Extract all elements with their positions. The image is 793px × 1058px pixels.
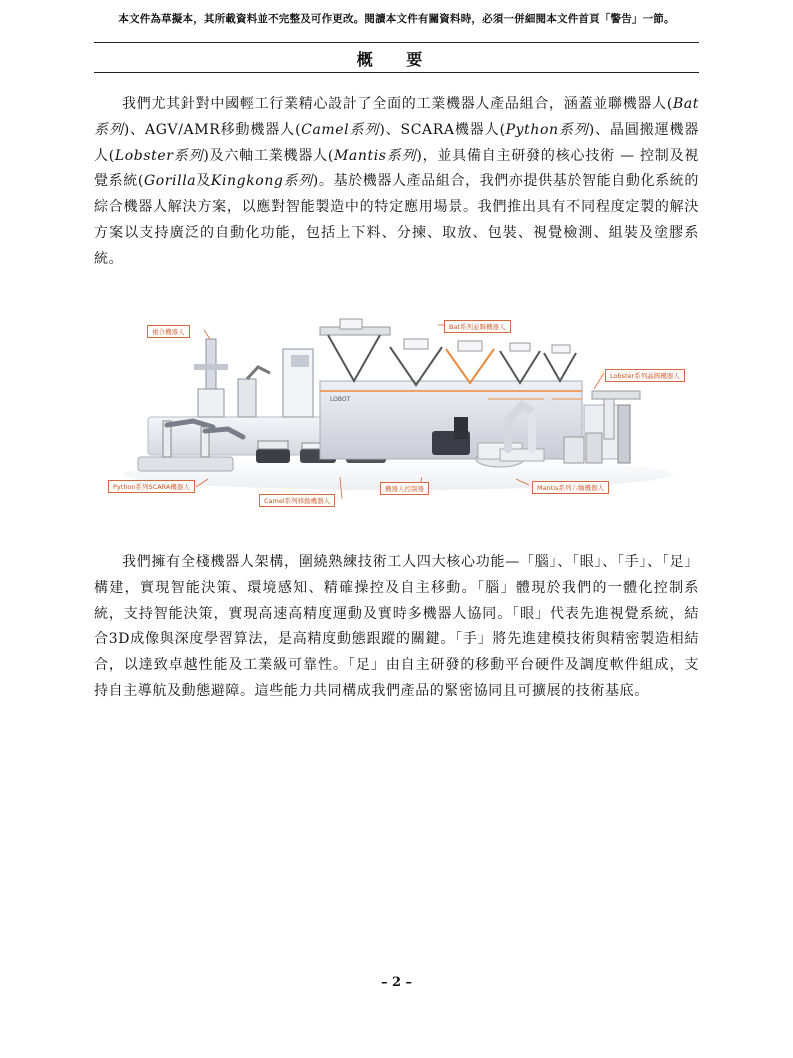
title-rule: [94, 72, 699, 73]
label-python-series: Python系列SCARA機器人: [108, 480, 195, 493]
overview-paragraph: 我們尤其針對中國輕工行業精心設計了全面的工業機器人產品組合，涵蓋並聯機器人(Bat系列)、AGV/AMR移動機器人(Camel系列)、SCARA機器人(Python系列)、晶圓搬運機器人(Lobster系列)及六軸工業機器人(Mantis系列)，並具備自主研發的核心技術 — 控制及視覺系統(Gorilla及Kingkong系列)。基於機器人產品組合，我們亦提供基於智能自動化系統的綜合機器人解決方案，以應對智能製造中的特定應用場景。我們推出具有不同程度定製的解決方案以支持廣泛的自動化功能，包括上下料、分揀、取放、包裝、視覺檢測、組裝及塗膠系統。: [94, 96, 700, 267]
label-mantis-series: Mantis系列六軸機器人: [532, 481, 609, 494]
robot-portfolio-illustration: [108, 309, 688, 509]
label-lobster-series: Lobster系列晶圓機器人: [605, 369, 685, 382]
core-functions-paragraph: 我們擁有全棧機器人架構，圍繞熟練技術工人四大核心功能—「腦」、「眼」、「手」、「足」構建，實現智能決策、環境感知、精確操控及自主移動。「腦」體現於我們的一體化控制系統，支持智能決策，實現高速高精度運動及實時多機器人協同。「眼」代表先進視覺系統，結合3D成像與深度學習算法，是高精度動態跟蹤的關鍵。「手」將先進建模技術與精密製造相結合，以達致卓越性能及工業級可靠性。「足」由自主研發的移動平台硬件及調度軟件組成，支持自主導航及動態避障。這些能力共同構成我們產品的緊密協同且可擴展的技術基底。: [94, 554, 699, 699]
label-camel-series: Camel系列移動機器人: [259, 494, 335, 507]
draft-warning-header: 本文件為草擬本，其所載資料並不完整及可作更改。閱讀本文件有關資料時，必須一併細閱本文件首頁「警告」一節。: [118, 13, 675, 25]
robot-product-portfolio-figure: [108, 309, 688, 509]
label-bat-series: Bat系列並聯機器人: [444, 320, 511, 333]
header-rule: [94, 42, 699, 43]
label-robot-controller: 機器人控制器: [380, 482, 429, 495]
composite-robot-group: [148, 339, 323, 455]
cabinet-brand: LOBOT: [330, 396, 351, 403]
page-number: – 2 –: [380, 975, 413, 990]
section-title: 概 要: [356, 50, 437, 69]
label-composite-robot: 複合機器人: [147, 325, 190, 338]
